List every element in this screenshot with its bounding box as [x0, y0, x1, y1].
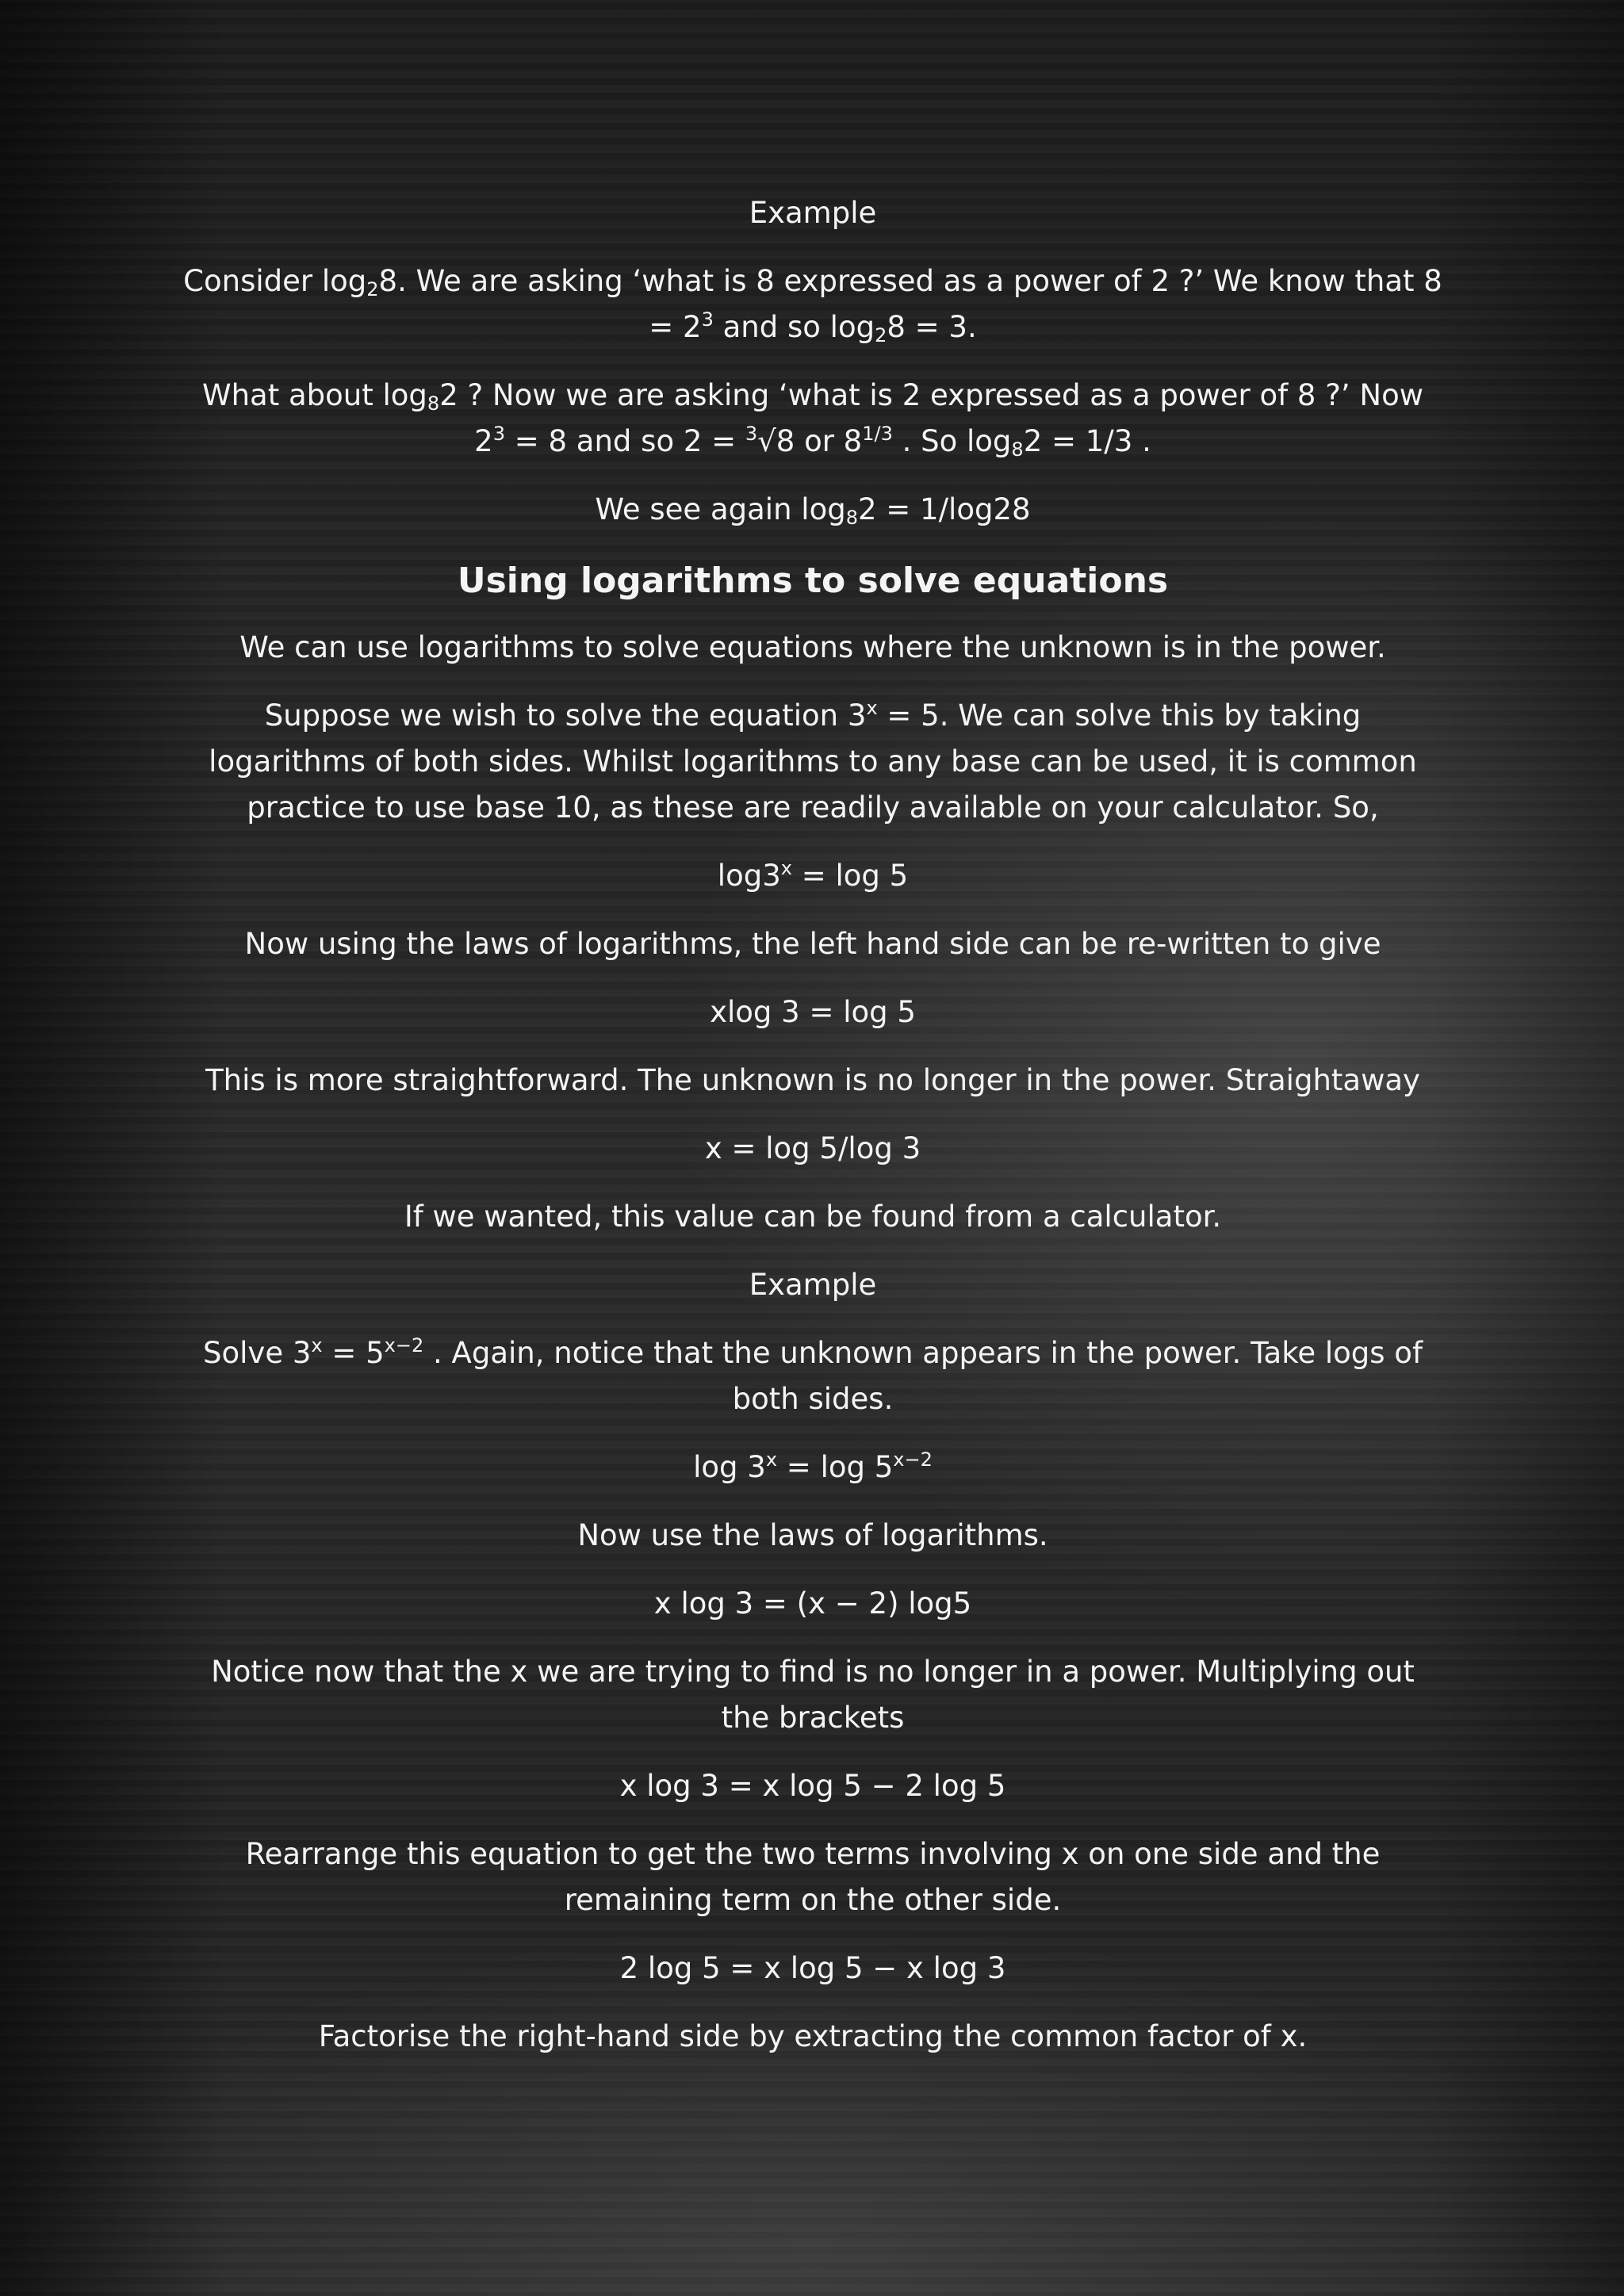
paragraph-laws: Now using the laws of logarithms, the left hand side can be re-written to give: [244, 927, 1381, 961]
text-run: We see again log: [595, 492, 846, 526]
subscript: 8: [1011, 438, 1024, 461]
text-run: = 5: [322, 1336, 385, 1370]
equation-rearranged: 2 log 5 = x log 5 − x log 3: [619, 1951, 1006, 1985]
text-run: 2 = 1/3 .: [1023, 424, 1151, 458]
document-body: [182, 190, 1443, 2082]
equation-expanded: x log 3 = x log 5 − 2 log 5: [619, 1769, 1006, 1803]
text-run: log3: [717, 859, 781, 893]
paragraph-factorise: Factorise the right-hand side by extracting the common factor of x.: [318, 2019, 1308, 2053]
text-run: 2 = 1/log28: [857, 492, 1031, 526]
example-label: Example: [749, 196, 877, 230]
paragraph-suppose: [182, 693, 1443, 831]
paragraph-intro: We can use logarithms to solve equations where the unknown is in the power.: [239, 630, 1386, 664]
superscript: 1/3: [862, 423, 893, 445]
text-run: Solve 3: [203, 1336, 312, 1370]
paragraph-log8-2: [182, 373, 1443, 465]
text-run: √8 or 8: [757, 424, 863, 458]
superscript: x: [765, 1448, 778, 1471]
equation-log3x: [182, 853, 1443, 899]
equation-x-solution: x = log 5/log 3: [704, 1131, 921, 1165]
subscript: 8: [845, 507, 858, 529]
text-run: = log 5: [777, 1450, 894, 1484]
text-run: = 8 and so 2 =: [504, 424, 745, 458]
paragraph-use-laws: Now use the laws of logarithms.: [577, 1518, 1048, 1552]
superscript: x−2: [893, 1448, 933, 1471]
text-run: . So log: [892, 424, 1012, 458]
superscript: 3: [492, 423, 505, 445]
text-run: 2 ? Now we are asking ‘what is 2 expressed as a power of 8 ?’ Now 2: [439, 378, 1423, 458]
paragraph-solve: [182, 1330, 1443, 1422]
superscript: x: [311, 1334, 323, 1357]
paragraph-calculator: If we wanted, this value can be found from a calculator.: [404, 1200, 1222, 1234]
superscript: 3: [701, 308, 714, 331]
equation-log3x-log5x2: [182, 1445, 1443, 1490]
superscript: 3: [745, 423, 758, 445]
superscript: x−2: [384, 1334, 424, 1357]
text-run: Suppose we wish to solve the equation 3: [264, 698, 867, 733]
superscript: x: [780, 857, 792, 879]
subscript: 2: [366, 278, 379, 300]
equation-xlog3: xlog 3 = log 5: [710, 995, 916, 1029]
text-run: Consider log: [183, 264, 367, 298]
text-run: log 3: [693, 1450, 766, 1484]
paragraph-straightforward: This is more straightforward. The unknown is no longer in the power. Straightaway: [205, 1063, 1420, 1097]
equation-xlog3-brackets: x log 3 = (x − 2) log5: [653, 1586, 972, 1621]
section-heading: Using logarithms to solve equations: [457, 561, 1169, 601]
text-run: = 5. We can solve this by taking logarithms of both sides. Whilst logarithms to any base can be used, it is common practice to use base 10, as these are readily available on your calculator. So,: [209, 698, 1417, 825]
text-run: . Again, notice that the unknown appears in the power. Take logs of both sides.: [423, 1336, 1423, 1416]
paragraph-rearrange: Rearrange this equation to get the two terms involving x on one side and the remaining term on the other side.: [245, 1837, 1381, 1917]
subscript: 2: [875, 324, 887, 346]
text-run: 8. We are asking ‘what is 8 expressed as a power of 2 ?’ We know that 8 = 2: [378, 264, 1442, 344]
text-run: 8 = 3.: [887, 310, 977, 344]
paragraph-see-again: [182, 487, 1443, 533]
text-run: and so log: [713, 310, 875, 344]
paragraph-notice: Notice now that the x we are trying to find is no longer in a power. Multiplying out the brackets: [211, 1655, 1415, 1735]
paragraph-consider-log2-8: [182, 258, 1443, 350]
subscript: 8: [427, 392, 440, 415]
example-label: Example: [749, 1268, 877, 1302]
text-run: What about log: [202, 378, 427, 412]
superscript: x: [866, 697, 878, 719]
text-run: = log 5: [791, 859, 909, 893]
